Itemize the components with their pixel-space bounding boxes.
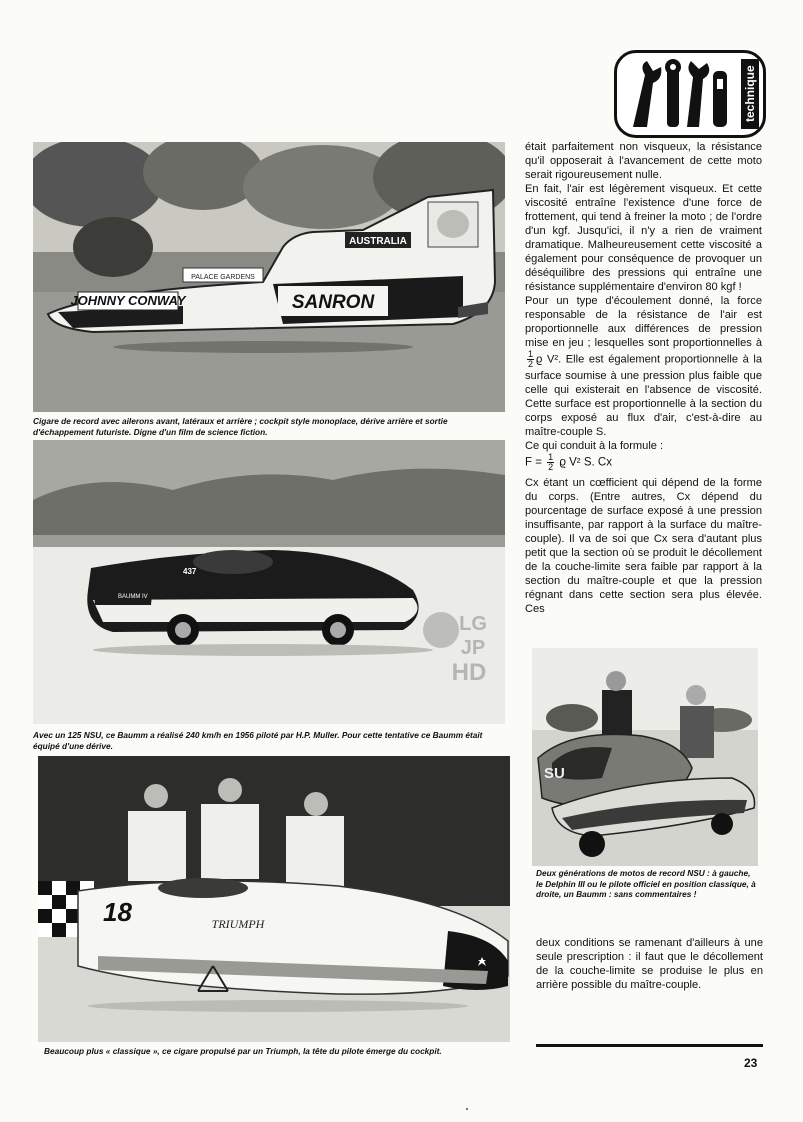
formula-denominator: 2: [548, 462, 554, 472]
watermark-line-3: HD: [451, 659, 487, 686]
photo-nsu: [532, 648, 758, 866]
paragraph-2: En fait, l'air est légèrement visqueux. Et cette viscosité entraîne l'existence d'une force de frottement, qui tend à freiner la moto ; de l'ordre d'un kgf. Jusqu'ici, il n'y a rien de vraiment dramatique. Malheureusement cette viscosité a également pour conséquence de provoquer un déséquilibre des pressions qui entraîne une résistance supplémentaire d'environ 80 kgf !: [525, 183, 762, 293]
watermark-line-2: JP: [460, 637, 486, 659]
caption-baumm: Avec un 125 NSU, ce Baumm a réalisé 240 km/h en 1956 piloté par H.P. Muller. Pour cette tentative ce Baumm était équipé d'une dérive.: [33, 730, 483, 751]
caption-nsu: Deux générations de motos de record NSU : à gauche, le Delphin III ou le pilote officiel en position classique, à droite, un Baumm : sans commentaires !: [536, 868, 756, 899]
inline-expression: ϱ V²: [536, 353, 559, 366]
tools-icon: [623, 57, 735, 131]
photo-triumph: [38, 756, 510, 1042]
inline-fraction-denominator: 2: [528, 359, 534, 369]
page-number: 23: [744, 1056, 758, 1070]
race-number: 18: [103, 897, 132, 927]
paragraph-3: [525, 294, 762, 439]
formula-fraction: [547, 453, 554, 472]
watermark-line-1: LG: [459, 613, 487, 635]
nsu-bikes-photo: [532, 648, 758, 866]
triumph-streamliner-photo: [38, 756, 510, 1042]
streamliner-photo: [33, 440, 505, 724]
record-car-photo: [33, 142, 505, 412]
race-number: 437: [183, 567, 197, 576]
section-logo: [614, 50, 766, 138]
formula-lhs: F =: [525, 456, 542, 469]
paragraph-1: était parfaitement non visqueux, la résistance qu'il opposerait à l'avancement de cette moto serait rigoureusement nulle.: [525, 141, 762, 181]
formula-numerator: 1: [548, 452, 554, 462]
side-label: BAUMM IV: [118, 594, 148, 600]
article-column-top: [525, 140, 762, 616]
inline-fraction-numerator: 1: [528, 349, 534, 359]
scan-speck: [466, 1108, 468, 1110]
photo-sanron: [33, 142, 505, 412]
bike-brand-label: SU: [544, 765, 565, 782]
logo-word: technique: [741, 59, 759, 129]
car-name-label: JOHNNY CONWAY: [70, 293, 186, 308]
photo-baumm: [33, 440, 505, 724]
country-label: AUSTRALIA: [349, 236, 407, 247]
caption-sanron: Cigare de record avec ailerons avant, latéraux et arrière ; cockpit style monoplace, dérive arrière et sortie d'échappement futuriste. Digne d'un film de science fiction.: [33, 416, 448, 437]
formula-rhs: ϱ V² S. Cx: [559, 456, 612, 469]
paragraph-4: Ce qui conduit à la formule :: [525, 440, 664, 452]
formula: [525, 453, 762, 472]
paragraph-5: Cx étant un cœfficient qui dépend de la forme du corps. (Entre autres, Cx dépend du pourcentage de surface exposé à une pression insuffisante, par rapport à la surface du maître-couple). Il va de soi que Cx sera d'autant plus petit que la section où se produit le décollement de la couche-limite sera faible par rapport à la section du maître-couple et que la pression régnant dans cette section sera plus élevée. Ces: [525, 477, 762, 615]
sponsor-label: SANRON: [291, 292, 375, 313]
brand-label: TRIUMPH: [211, 917, 265, 931]
paragraph-3-part-a: Pour un type d'écoulement donné, la force responsable de la résistance de l'air est proportionnelle aux différences de pression mise en jeu ; lesquelles sont proportionnelles à: [525, 295, 762, 349]
paragraph-3-part-b: . Elle est également proportionnelle à la surface soumise à une pression plus faible que celle qui existerait en l'absence de viscosité. Cette surface est proportionnelle à la section du corps exposé au flux d'air, c'est-à-dire au maître-couple S.: [525, 353, 762, 438]
caption-triumph: Beaucoup plus « classique », ce cigare propulsé par un Triumph, la tête du pilote émerge du cockpit.: [44, 1046, 442, 1056]
paragraph-6: deux conditions se ramenant d'ailleurs à une seule prescription : il faut que le décollement de la couche-limite se produise le plus en arrière possible du maître-couple.: [536, 937, 763, 991]
footer-rule: [536, 1044, 763, 1047]
small-label: PALACE GARDENS: [191, 274, 255, 281]
article-column-bottom: [536, 936, 763, 992]
inline-fraction: [527, 350, 534, 369]
